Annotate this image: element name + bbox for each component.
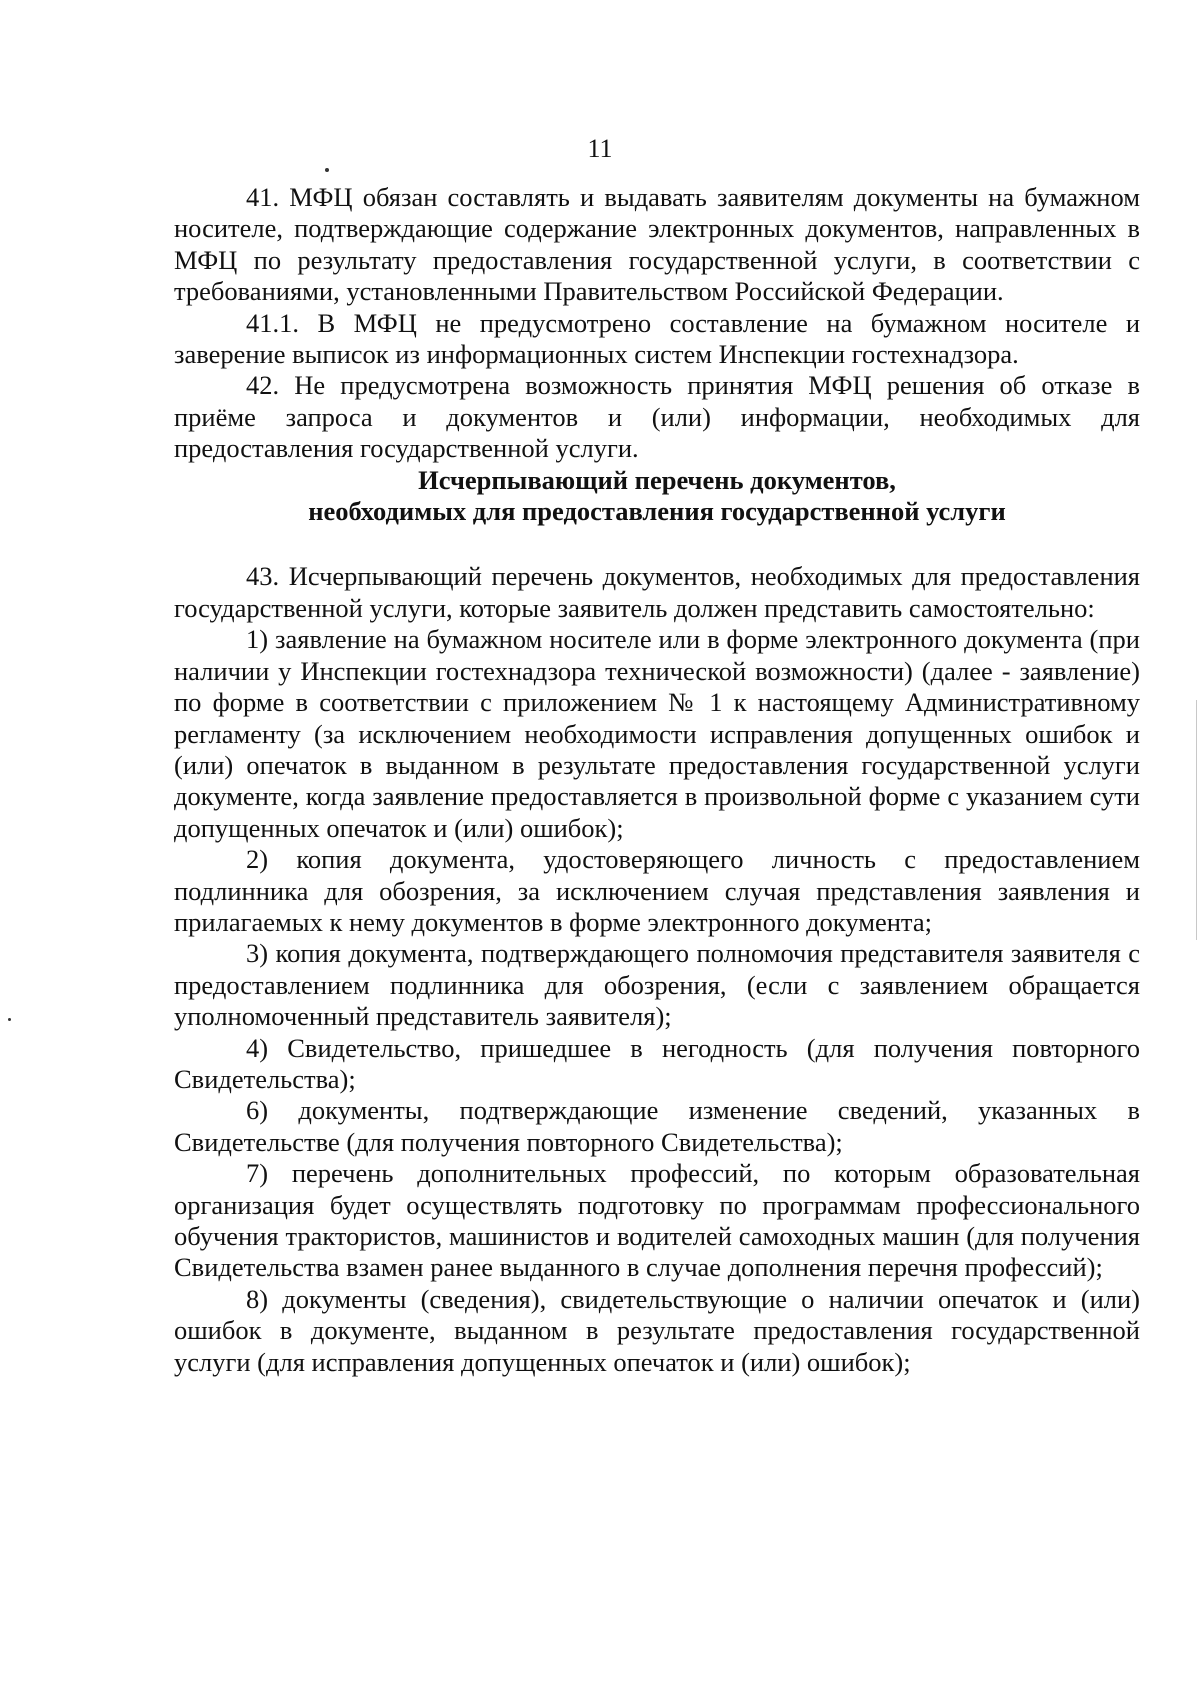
scan-edge-line: [1196, 700, 1197, 940]
list-item-4: 4) Свидетельство, пришедшее в негодность (для получения повторного Свидетельства);: [174, 1032, 1140, 1094]
paragraph-41: 41. МФЦ обязан составлять и выдавать заявителям документы на бумажном носителе, подтверждающие содержание электронных документов, направленных в МФЦ по результату предоставления государственной услуги, в соответствии с требованиями, установленными Правительством Российской Федерации.: [174, 182, 1140, 307]
list-item-8: 8) документы (сведения), свидетельствующие о наличии опечаток и (или) ошибок в документе, выданном в результате предоставления государственной услуги (для исправления допущенных опечаток и (или) ошибок);: [174, 1283, 1140, 1377]
list-item-1: 1) заявление на бумажном носителе или в форме электронного документа (при наличии у Инспекции гостехнадзора технической возможности) (далее - заявление) по форме в соответствии с приложением № 1 к настоящему Административному регламенту (за исключением необходимости исправления допущенных ошибок и (или) опечаток в выданном в результате предоставления государственной услуги документе, когда заявление предоставляется в произвольной форме с указанием сути допущенных опечаток и (или) ошибок);: [174, 624, 1140, 843]
section-heading-line-2: необходимых для предоставления государственной услуги: [308, 496, 1006, 527]
section-heading-line-1: Исчерпывающий перечень документов,: [418, 464, 896, 495]
paragraph-42: 42. Не предусмотрена возможность принятия МФЦ решения об отказе в приёме запроса и документов и (или) информации, необходимых для предоставления государственной услуги.: [174, 370, 1140, 464]
page-number: 11: [587, 134, 613, 163]
list-item-2: 2) копия документа, удостоверяющего личность с предоставлением подлинника для обозрения, за исключением случая представления заявления и прилагаемых к нему документов в форме электронного документа;: [174, 844, 1140, 937]
document-body: [174, 182, 1140, 1378]
section-heading: [174, 465, 1140, 528]
list-item-3: 3) копия документа, подтверждающего полномочия представителя заявителя с предоставлением подлинника для обозрения, (если с заявлением обращается уполномоченный представитель заявителя);: [174, 938, 1140, 1032]
paragraph-43: 43. Исчерпывающий перечень документов, необходимых для предоставления государственной услуги, которые заявитель должен представить самостоятельно:: [174, 561, 1140, 623]
list-item-7: 7) перечень дополнительных профессий, по которым образовательная организация будет осуществлять подготовку по программам профессионального обучения трактористов, машинистов и водителей самоходных машин (для получения Свидетельства взамен ранее выданного в случае дополнения перечня профессий);: [174, 1158, 1140, 1283]
paragraph-41-1: 41.1. В МФЦ не предусмотрено составление на бумажном носителе и заверение выписок из информационных систем Инспекции гостехнадзора.: [174, 307, 1140, 370]
scan-speck: [8, 1018, 11, 1021]
scan-speck: [325, 168, 329, 172]
list-item-6: 6) документы, подтверждающие изменение сведений, указанных в Свидетельстве (для получения повторного Свидетельства);: [174, 1095, 1140, 1157]
